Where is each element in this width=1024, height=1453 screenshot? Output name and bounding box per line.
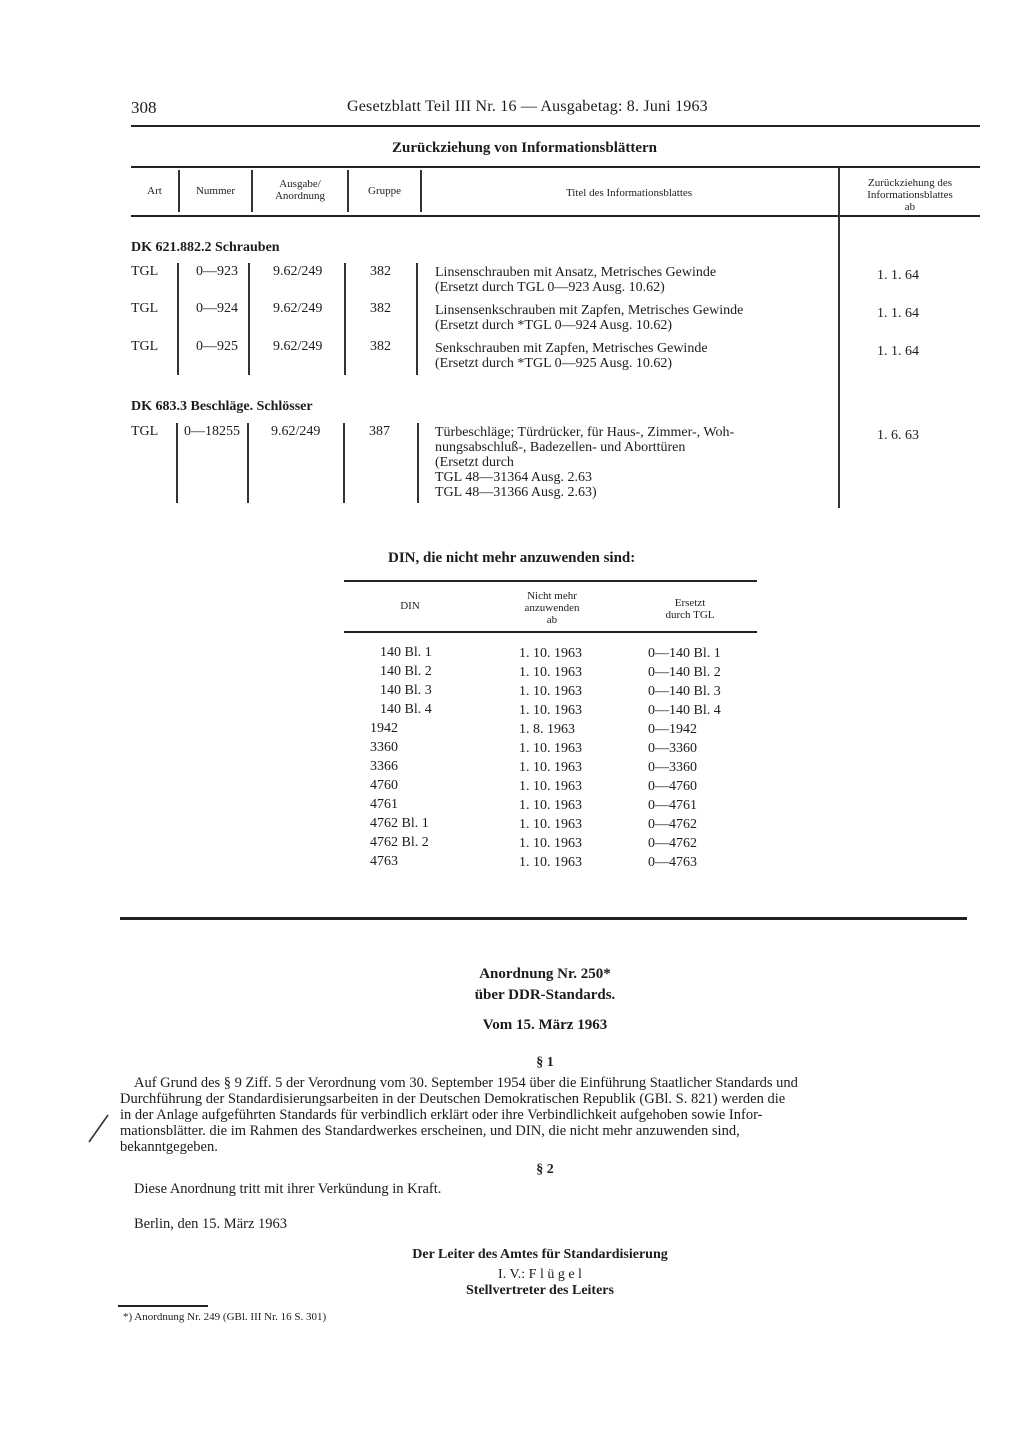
paragraph-2: Diese Anordnung tritt mit ihrer Verkündung in Kraft.	[134, 1181, 442, 1197]
header-rule	[131, 125, 980, 127]
signer-title: Der Leiter des Amtes für Standardisierung	[412, 1247, 668, 1262]
cell-titel-l4: TGL 48—31364 Ausg. 2.63	[435, 470, 592, 485]
cell-nummer: 0—925	[196, 339, 238, 354]
cell-tgl: 0—3360	[648, 760, 697, 775]
cell-titel-l2: (Ersetzt durch *TGL 0—925 Ausg. 10.62)	[435, 356, 673, 371]
margin-pen-mark	[86, 1112, 112, 1146]
col-header-nicht-l2: anzuwenden	[524, 602, 580, 614]
cell-tgl: 0—140 Bl. 2	[648, 665, 721, 680]
paragraph-1-line: Auf Grund des § 9 Ziff. 5 der Verordnung vom 30. September 1954 über die Einführung Staatlicher Standards und	[134, 1075, 798, 1091]
paragraph-1-line: Durchführung der Standardisierungsarbeiten in der Deutschen Demokratischen Republik (GBl. S. 821) werden die	[120, 1091, 786, 1107]
place-date: Berlin, den 15. März 1963	[134, 1216, 288, 1232]
cell-gruppe: 387	[369, 424, 390, 439]
cell-titel-l5: TGL 48—31366 Ausg. 2.63)	[435, 485, 597, 500]
cell-gruppe: 382	[370, 339, 391, 354]
table1-top-rule	[131, 166, 980, 168]
col-header-titel: Titel des Informationsblattes	[565, 187, 693, 199]
cell-ab: 1. 10. 1963	[519, 798, 582, 813]
row-divider	[344, 263, 346, 375]
col-header-ersetzt-l1: Ersetzt	[674, 597, 706, 609]
col-header-zurueck-l3: ab	[904, 201, 916, 213]
cell-titel-l2: (Ersetzt durch TGL 0—923 Ausg. 10.62)	[435, 280, 665, 295]
running-title: Gesetzblatt Teil III Nr. 16 — Ausgabetag: 8. Juni 1963	[347, 98, 708, 115]
cell-ab: 1. 1. 64	[877, 306, 919, 321]
signer-name: I. V.: F l ü g e l	[498, 1267, 582, 1282]
cell-ab: 1. 1. 64	[877, 344, 919, 359]
cell-ab: 1. 10. 1963	[519, 646, 582, 661]
row-divider	[343, 423, 345, 503]
paragraph-1-heading: § 1	[536, 1055, 554, 1070]
cell-ab: 1. 10. 1963	[519, 760, 582, 775]
col-header-din: DIN	[400, 600, 420, 612]
page-number: 308	[131, 98, 157, 117]
col-header-zurueckziehung	[842, 177, 978, 213]
table2-title: DIN, die nicht mehr anzuwenden sind:	[388, 550, 636, 566]
col-header-nicht-l3: ab	[546, 614, 558, 626]
footnote-rule	[118, 1305, 208, 1307]
cell-titel-l1: Senkschrauben mit Zapfen, Metrisches Gewinde	[435, 341, 708, 356]
cell-tgl: 0—4762	[648, 836, 697, 851]
table2-header-rule	[344, 631, 757, 633]
signer-role: Stellvertreter des Leiters	[466, 1283, 614, 1298]
cell-din: 3366	[370, 759, 398, 774]
col-header-nicht-mehr	[490, 590, 614, 626]
cell-ab: 1. 10. 1963	[519, 703, 582, 718]
cell-tgl: 0—140 Bl. 3	[648, 684, 721, 699]
anordnung-title-l1: Anordnung Nr. 250*	[479, 966, 611, 982]
cell-tgl: 0—4763	[648, 855, 697, 870]
cell-gruppe: 382	[370, 301, 391, 316]
cell-nummer: 0—924	[196, 301, 238, 316]
cell-tgl: 0—140 Bl. 1	[648, 646, 721, 661]
section-separator	[120, 917, 967, 920]
cell-din: 3360	[370, 740, 398, 755]
cell-tgl: 0—1942	[648, 722, 697, 737]
section-heading: DK 683.3 Beschläge. Schlösser	[131, 399, 313, 414]
row-divider	[177, 263, 179, 375]
cell-ab: 1. 8. 1963	[519, 722, 575, 737]
paragraph-2-heading: § 2	[536, 1162, 554, 1177]
cell-ausgabe: 9.62/249	[273, 339, 323, 354]
cell-din: 140 Bl. 2	[380, 664, 432, 679]
cell-ab: 1. 10. 1963	[519, 665, 582, 680]
cell-ab: 1. 10. 1963	[519, 855, 582, 870]
cell-ab: 1. 10. 1963	[519, 741, 582, 756]
cell-din: 4763	[370, 854, 398, 869]
cell-ab: 1. 1. 64	[877, 268, 919, 283]
cell-nummer: 0—923	[196, 264, 238, 279]
cell-art: TGL	[131, 301, 159, 316]
row-divider	[176, 423, 178, 503]
cell-nummer: 0—18255	[184, 424, 240, 439]
cell-din: 4762 Bl. 2	[370, 835, 429, 850]
paragraph-1-line: bekanntgegeben.	[120, 1139, 218, 1155]
footnote: *) Anordnung Nr. 249 (GBl. III Nr. 16 S. 301)	[123, 1311, 327, 1323]
col-header-zurueck-l1: Zurückziehung des	[868, 177, 952, 189]
col-header-ersetzt	[640, 597, 740, 621]
col-header-nummer: Nummer	[195, 185, 236, 197]
cell-tgl: 0—4761	[648, 798, 697, 813]
cell-art: TGL	[131, 339, 159, 354]
paragraph-1-line: in der Anlage aufgeführten Standards für verbindlich erklärt oder ihre Verbindlichkeit aufgehoben sowie Infor-	[120, 1107, 763, 1123]
table1-header-rule	[131, 215, 980, 217]
cell-tgl: 0—4760	[648, 779, 697, 794]
paragraph-1-line: mationsblätter. die im Rahmen des Standardwerkes erscheinen, und DIN, die nicht mehr anzuwenden sind,	[120, 1123, 740, 1139]
cell-ab: 1. 10. 1963	[519, 817, 582, 832]
col-header-zurueck-l2: Informationsblattes	[867, 189, 953, 201]
cell-din: 1942	[370, 721, 398, 736]
cell-art: TGL	[131, 264, 159, 279]
cell-din: 140 Bl. 1	[380, 645, 432, 660]
col-header-ausgabe	[253, 178, 347, 202]
cell-art: TGL	[131, 424, 159, 439]
cell-tgl: 0—4762	[648, 817, 697, 832]
cell-ab: 1. 10. 1963	[519, 836, 582, 851]
cell-ab: 1. 10. 1963	[519, 779, 582, 794]
col-header-nicht-l1: Nicht mehr	[527, 590, 577, 602]
cell-titel-l1: Linsenschrauben mit Ansatz, Metrisches Gewinde	[435, 265, 717, 280]
cell-tgl: 0—140 Bl. 4	[648, 703, 721, 718]
cell-din: 4760	[370, 778, 398, 793]
cell-din: 4762 Bl. 1	[370, 816, 429, 831]
cell-titel-l1: Linsensenkschrauben mit Zapfen, Metrisches Gewinde	[435, 303, 744, 318]
anordnung-title-l2: über DDR-Standards.	[474, 987, 616, 1003]
cell-din: 140 Bl. 3	[380, 683, 432, 698]
row-divider	[248, 263, 250, 375]
col-header-ausgabe-l1: Ausgabe/	[279, 178, 321, 190]
paragraph-1	[120, 1075, 968, 1155]
row-divider	[247, 423, 249, 503]
table1-title: Zurückziehung von Informationsblättern	[392, 140, 658, 156]
cell-titel-l2: nungsabschluß-, Badezellen- und Aborttüren	[435, 440, 686, 455]
cell-ab: 1. 6. 63	[877, 428, 919, 443]
cell-ausgabe: 9.62/249	[273, 301, 323, 316]
cell-titel-l2: (Ersetzt durch *TGL 0—924 Ausg. 10.62)	[435, 318, 673, 333]
cell-tgl: 0—3360	[648, 741, 697, 756]
row-divider	[416, 263, 418, 375]
cell-ausgabe: 9.62/249	[271, 424, 321, 439]
cell-ausgabe: 9.62/249	[273, 264, 323, 279]
cell-din: 4761	[370, 797, 398, 812]
cell-titel-l1: Türbeschläge; Türdrücker, für Haus-, Zimmer-, Woh-	[435, 425, 735, 440]
cell-ab: 1. 10. 1963	[519, 684, 582, 699]
table2-top-rule	[344, 580, 757, 582]
section-heading: DK 621.882.2 Schrauben	[131, 240, 280, 255]
row-divider	[417, 423, 419, 503]
col-header-gruppe: Gruppe	[368, 185, 401, 197]
cell-titel-l3: (Ersetzt durch	[435, 455, 514, 470]
col-header-ersetzt-l2: durch TGL	[665, 609, 715, 621]
anordnung-date: Vom 15. März 1963	[482, 1017, 608, 1033]
col-header-ausgabe-l2: Anordnung	[274, 190, 326, 202]
col-header-art: Art	[147, 185, 162, 197]
table1-right-divider	[838, 168, 840, 508]
cell-din: 140 Bl. 4	[380, 702, 432, 717]
cell-gruppe: 382	[370, 264, 391, 279]
